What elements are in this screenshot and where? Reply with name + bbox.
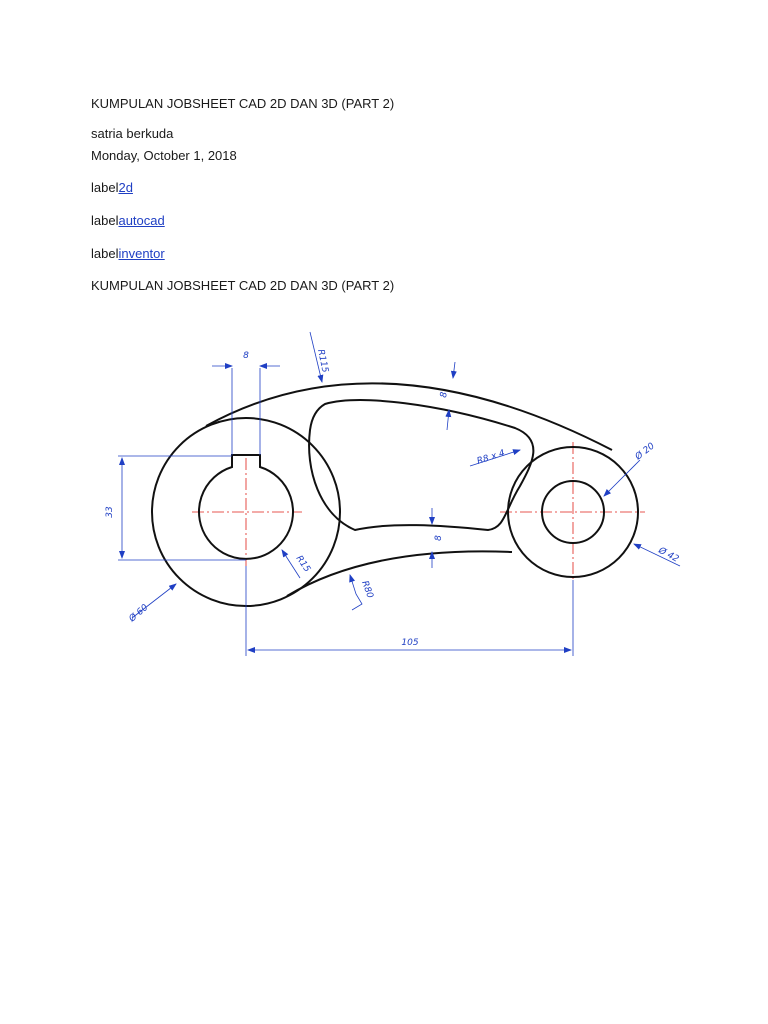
label-prefix: label [91,213,119,228]
boss-left-outer [152,418,340,606]
part-outline [152,383,638,606]
label-row-autocad [91,213,165,229]
post-title: KUMPULAN JOBSHEET CAD 2D DAN 3D (PART 2) [91,96,395,111]
bore-right [542,481,604,543]
arc-r80-bottom [287,551,512,596]
dim-dia-60: Ø 60 [127,602,151,625]
dim-r15: R15 [293,553,312,575]
dimension-lines [118,332,680,656]
center-slot [309,400,533,530]
dim-width-top: 8 [243,351,249,361]
dim-wall-bottom: 8 [434,535,444,541]
boss-right-outer [508,447,638,577]
keyed-bore [199,455,293,559]
dim-dia-small: Ø 20 [633,441,657,463]
post-heading: KUMPULAN JOBSHEET CAD 2D DAN 3D (PART 2) [91,278,395,293]
dim-center-distance: 105 [401,638,419,648]
arc-r115-top [206,383,612,450]
dim-height-33: 33 [105,506,115,518]
dim-r115: R115 [315,348,330,374]
dim-r80: R80 [359,579,375,600]
label-link-autocad[interactable]: autocad [118,213,165,228]
label-link-2d[interactable]: 2d [118,180,133,195]
dim-slot-radius: R8 x 4 [475,448,507,467]
dim-wall-top: 8 [439,391,450,399]
dimension-texts [105,349,681,648]
label-link-inventor[interactable]: inventor [118,246,165,261]
post-author[interactable]: satria berkuda [91,126,174,141]
post-date: Monday, October 1, 2018 [91,148,237,163]
dim-dia-42: Ø 42 [656,545,681,565]
label-prefix: label [91,246,119,261]
centerlines [192,442,645,580]
label-row-inventor [91,246,165,262]
label-prefix: label [91,180,119,195]
label-row-2d [91,180,133,196]
